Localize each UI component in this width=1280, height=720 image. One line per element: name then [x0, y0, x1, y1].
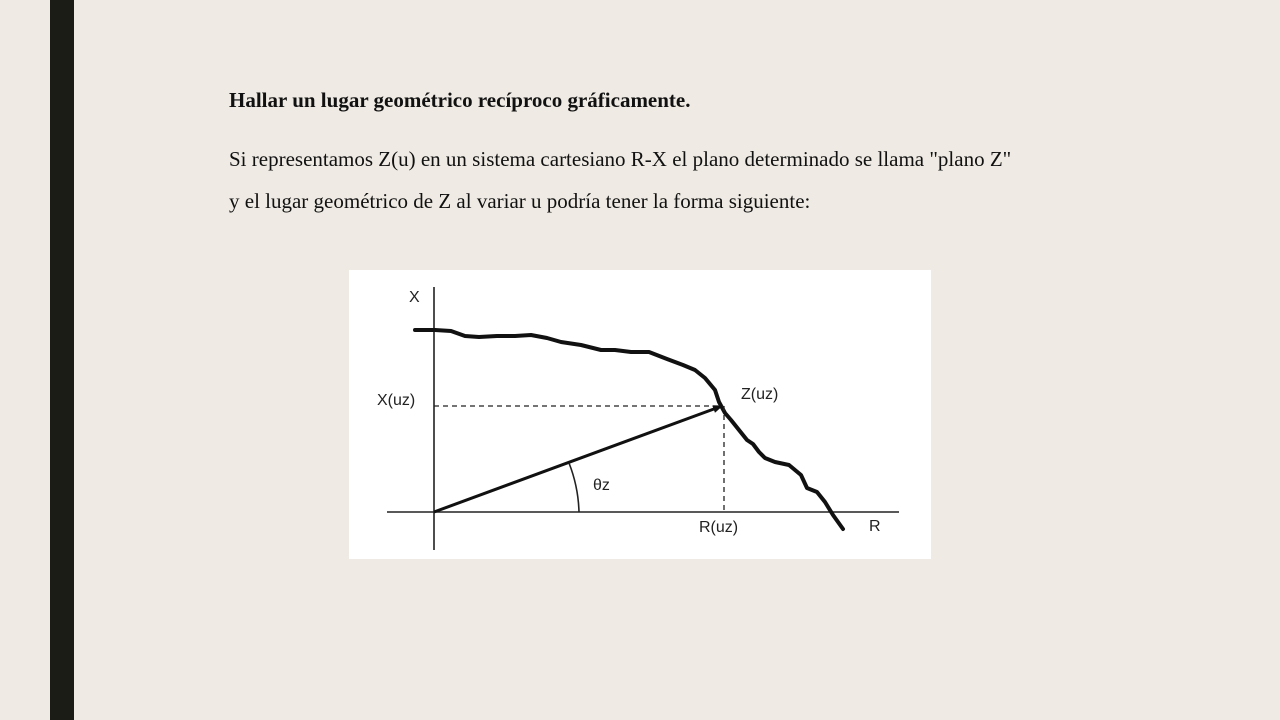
theta-z-label: θz — [593, 477, 610, 494]
theta-angle-arc — [569, 463, 579, 512]
z-plane-diagram — [349, 270, 931, 559]
locus-curve — [415, 330, 843, 529]
z-uz-label: Z(uz) — [741, 386, 779, 403]
accent-bar — [50, 0, 74, 720]
r-uz-label: R(uz) — [699, 519, 739, 536]
slide-title: Hallar un lugar geométrico recíproco gráficamente. — [229, 88, 691, 112]
z-plane-svg — [349, 270, 931, 559]
body-line-2: y el lugar geométrico de Z al variar u podría tener la forma siguiente: — [229, 189, 811, 213]
slide-body — [229, 138, 1169, 222]
x-uz-label: X(uz) — [377, 392, 416, 409]
x-axis-label: X — [409, 289, 420, 306]
body-line-1: Si representamos Z(u) en un sistema cartesiano R-X el plano determinado se llama "plano Z" — [229, 147, 1012, 171]
r-axis-label: R — [869, 518, 881, 535]
